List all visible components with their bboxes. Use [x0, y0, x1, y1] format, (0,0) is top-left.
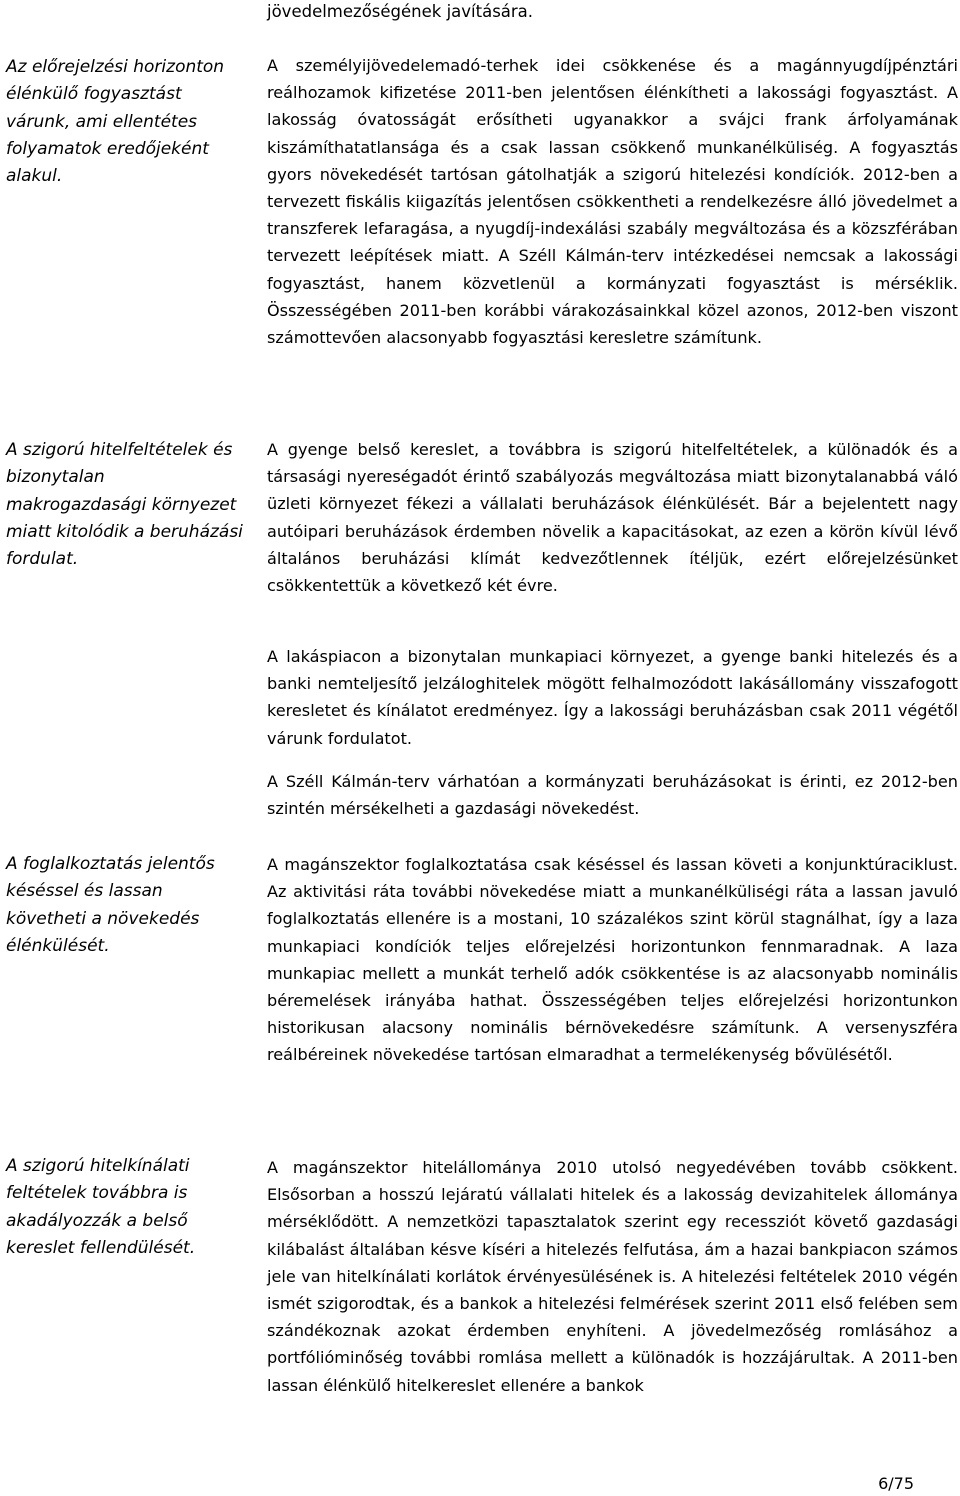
sidenote-consumption: Az előrejelzési horizonton élénkülő fogyasztást várunk, ami ellentétes folyamatok eredőjeként alakul. — [6, 57, 225, 187]
paragraph-housing: A lakáspiacon a bizonytalan munkapiaci környezet, a gyenge banki hitelezés és a banki nemteljesítő jelzáloghitelek mögött felhalmozódott lakásállomány visszafogott keresletet és kínálatot eredményez. Így a lakossági beruházásban csak 2011 végétől várunk fordulatot. — [267, 647, 958, 748]
paragraph-business-investment: A gyenge belső kereslet, a továbbra is szigorú hitelfeltételek, a különadók és a társasági nyereségadót érintő szabályozás megváltozása miatt bizonytalanabbá váló üzleti környezet fékezi a vállalati beruházások élénkülését. Bár a bejelentett nagy autóipari beruházások érdemben növelik a kapacitásokat, az ezen a körön kívül lévő általános beruházási klímát kedvezőtlennek ítéljük, ezért előrejelzésünket csökkentettük a következő két évre. — [267, 440, 958, 596]
sidenote-investment: A szigorú hitelfeltételek és bizonytalan makrogazdasági környezet miatt kitolódik a beruházási fordulat. — [6, 440, 243, 570]
paragraph-government-investment: A Széll Kálmán-terv várhatóan a kormányzati beruházásokat is érinti, ez 2012-ben szintén mérsékelheti a gazdasági növekedést. — [267, 772, 958, 819]
paragraph-consumption: A személyijövedelemadó-terhek idei csökkenése és a magánnyugdíjpénztári reálhozamok kifizetése 2011-ben jelentősen élénkítheti a lakossági fogyasztást. A lakosság óvatosságát erősítheti ugyanakkor a svájci frank árfolyamának kiszámíthatatlansága és a csak lassan csökkenő munkanélküliség. A fogyasztás gyors növekedését tartósan gátolhatják a szigorú hitelezési kondíciók. 2012-ben a tervezett fiskális kiigazítás jelentősen csökkentheti a rendelkezésre álló jövedelmet a transzferek lefaragása, a nyugdíj-indexálási szabály megváltozása és a közszférában tervezett leépítések miatt. A Széll Kálmán-terv intézkedései nemcsak a lakossági fogyasztást, hanem közvetlenül a kormányzati fogyasztást is mérséklik. Összességében 2011-ben korábbi várakozásainkkal közel azonos, 2012-ben viszont számottevően alacsonyabb fogyasztási keresletre számítunk. — [267, 56, 958, 348]
paragraph-credit: A magánszektor hitelállománya 2010 utolsó negyedévében tovább csökkent. Elsősorban a hosszú lejáratú vállalati hitelek és a lakosság devizahitelek állománya mérséklődött. A nemzetközi tapasztalatok szerint egy recessziót követő gazdasági kilábalást általában késve kíséri a hitelezés felfutása, ám a hazai bankpiacon számos jele van hitelkínálati korlátok érvényesülésének is. A hitelezési feltételek 2010 végén ismét szigorodtak, és a bankok a hitelezési felmérések szerint 2011 első felében sem szándékoznak azokat érdemben enyhíteni. A jövedelmezőség romlásához a portfólióminőség további romlása mellett a különadók is hozzájárultak. A 2011-ben lassan élénkülő hitelkereslet ellenére a bankok — [267, 1158, 958, 1395]
continued-text-line: jövedelmezőségének javítására. — [267, 2, 534, 21]
paragraph-employment: A magánszektor foglalkoztatása csak késéssel és lassan követi a konjunktúraciklust. Az aktivitási ráta további növekedése miatt a munkanélküliségi ráta a lassan javuló foglalkoztatás ellenére is a mostani, 10 százalékos szint körül stagnálhat, így a laza munkapiaci kondíciók teljes előrejelzési horizontunkon fennmaradnak. A laza munkapiac mellett a munkát terhelő adók csökkentése is az alacsonyabb nominális béremelések irányába hathat. Összességében teljes előrejelzési horizontunkon historikusan alacsony nominális bérnövekedésre számítunk. A versenyszféra reálbéreinek növekedése tartósan elmaradhat a termelékenység bővülésétől. — [267, 855, 958, 1065]
page-number: 6/75 — [878, 1474, 914, 1493]
sidenote-credit: A szigorú hitelkínálati feltételek továbbra is akadályozzák a belső kereslet fellendülését. — [6, 1156, 196, 1258]
sidenote-employment: A foglalkoztatás jelentős késéssel és lassan követheti a növekedés élénkülését. — [6, 854, 215, 956]
